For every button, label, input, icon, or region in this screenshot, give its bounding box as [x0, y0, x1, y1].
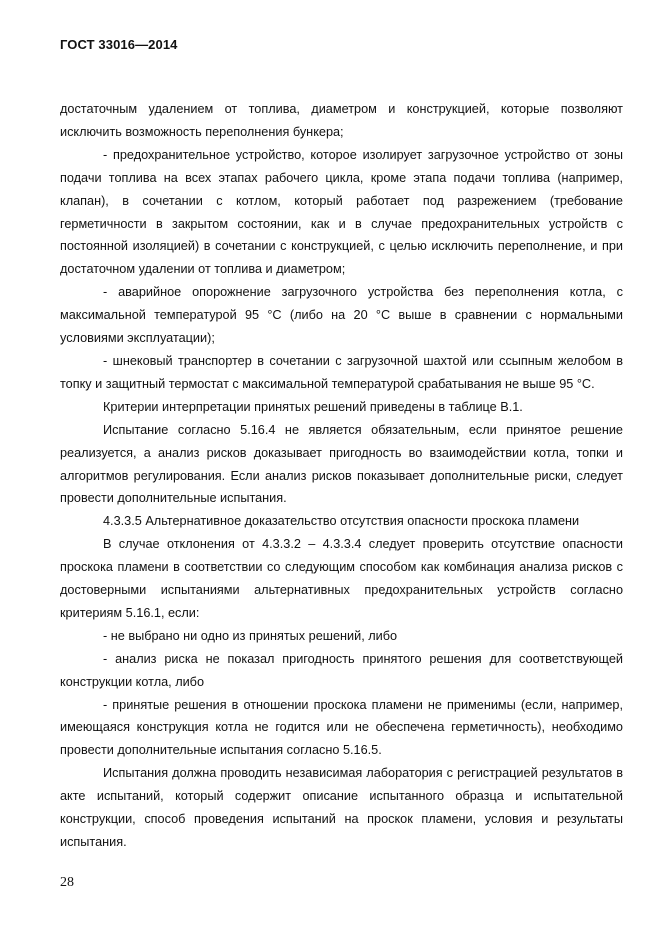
paragraph-list-item: - принятые решения в отношении проскока пламени не применимы (если, например, имеющаяся конструкция котла не годится или не обеспечена герметичность), необходимо провести дополнительные испытания согласно 5.16.5.	[60, 697, 623, 758]
page-number: 28	[60, 875, 74, 890]
paragraph-list-item: - аварийное опорожнение загрузочного устройства без переполнения котла, с максимальной температурой 95 °С (либо на 20 °С выше в сравнении с нормальными условиями эксплуатации);	[60, 285, 623, 346]
paragraph-continuation: достаточным удалением от топлива, диаметром и конструкцией, которые позволяют исключить возможность переполнения бункера;	[60, 102, 623, 139]
paragraph: Критерии интерпретации принятых решений приведены в таблице В.1.	[103, 399, 523, 414]
document-body	[60, 98, 623, 854]
paragraph: Испытания должна проводить независимая лаборатория с регистрацией результатов в акте испытаний, который содержит описание испытанного образца и испытательной конструкции, способ проведения испытаний на проскок пламени, условия и результаты испытания.	[60, 766, 623, 849]
paragraph-list-item: - не выбрано ни одно из принятых решений, либо	[103, 628, 398, 643]
paragraph-list-item: - предохранительное устройство, которое изолирует загрузочное устройство от зоны подачи топлива на всех этапах рабочего цикла, кроме этапа подачи топлива (например, клапан), в сочетании с котлом, который работает под разрежением (требование герметичности в закрытом состоянии, как и в случае предохранительных устройств с постоянной изоляцией) в сочетании с конструкцией, с целью исключить переполнение, и при достаточном удалении от топлива и диаметром;	[60, 147, 623, 277]
section-heading: 4.3.3.5 Альтернативное доказательство отсутствия опасности проскока пламени	[103, 514, 580, 529]
document-header: ГОСТ 33016—2014	[60, 37, 178, 52]
paragraph-list-item: - анализ риска не показал пригодность принятого решения для соответствующей конструкции котла, либо	[60, 651, 623, 689]
paragraph: Испытание согласно 5.16.4 не является обязательным, если принятое решение реализуется, а анализ рисков доказывает пригодность во взаимодействии котла, топки и алгоритмов регулирования. Если анализ рисков показывает дополнительные риски, следует провести дополнительные испытания.	[60, 422, 623, 506]
paragraph: В случае отклонения от 4.3.3.2 – 4.3.3.4 следует проверить отсутствие опасности проскока пламени в соответствии со следующим способом как комбинация анализа рисков с достоверными испытаниями альтернативных предохранительных устройств согласно критериям 5.16.1, если:	[60, 537, 623, 620]
paragraph-list-item: - шнековый транспортер в сочетании с загрузочной шахтой или ссыпным желобом в топку и защитный термостат с максимальной температурой срабатывания не выше 95 °С.	[60, 353, 623, 391]
